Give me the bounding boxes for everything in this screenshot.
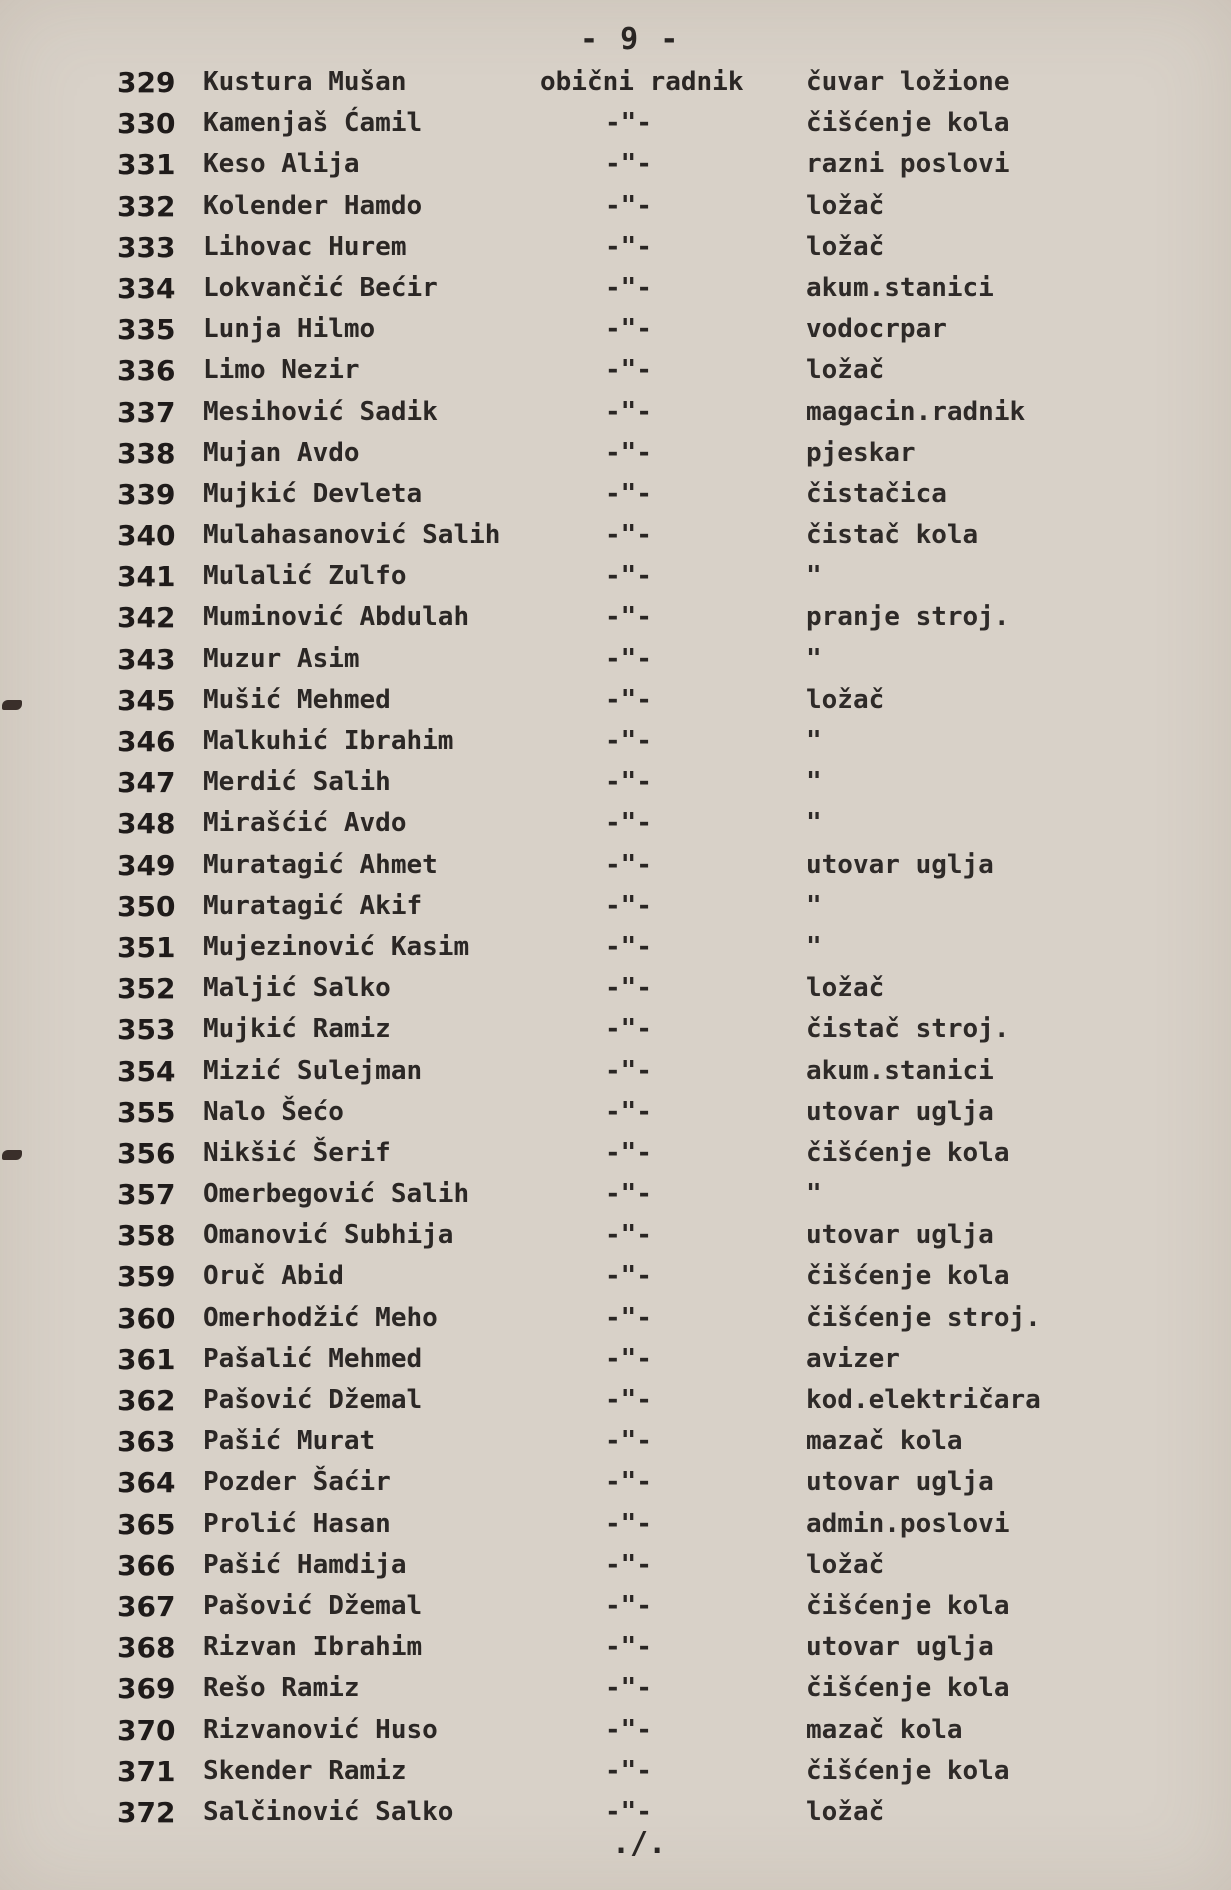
job-description: pjeskar xyxy=(806,437,916,468)
entry-number: 352 xyxy=(117,972,176,1006)
list-item xyxy=(0,1009,1231,1050)
list-item xyxy=(0,680,1231,721)
employee-name: Mušić Mehmed xyxy=(203,684,391,715)
list-item xyxy=(0,433,1231,474)
job-description: čišćenje stroj. xyxy=(806,1302,1041,1333)
job-description: ložač xyxy=(806,1796,885,1827)
entry-number: 356 xyxy=(117,1136,176,1170)
job-description: kod.električara xyxy=(806,1385,1041,1415)
list-item xyxy=(0,1380,1231,1421)
list-item xyxy=(0,1339,1231,1380)
entry-number: 346 xyxy=(117,725,176,758)
entry-number: 336 xyxy=(117,354,176,388)
employee-name: Merdić Salih xyxy=(203,767,391,798)
job-description: utovar uglja xyxy=(806,1096,994,1127)
job-description: mazač kola xyxy=(806,1426,963,1457)
job-category: -"- xyxy=(605,1508,652,1539)
job-description: čišćenje kola xyxy=(806,1673,1010,1704)
employee-name: Pašić Hamdija xyxy=(203,1549,407,1580)
list-item xyxy=(0,556,1231,597)
employee-name: Pašalić Mehmed xyxy=(203,1343,423,1374)
job-category: -"- xyxy=(605,520,652,551)
job-description: akum.stanici xyxy=(806,1055,994,1086)
entry-number: 353 xyxy=(117,1013,176,1047)
job-category: -"- xyxy=(605,1179,652,1210)
list-item xyxy=(0,1133,1231,1174)
job-description: " xyxy=(806,1179,822,1210)
job-description: čišćenje kola xyxy=(806,1590,1010,1621)
job-description: čuvar ložione xyxy=(806,67,1010,97)
job-category: -"- xyxy=(605,437,652,468)
entry-number: 369 xyxy=(117,1672,176,1706)
employee-name: Rizvanović Huso xyxy=(203,1714,438,1745)
job-category: -"- xyxy=(605,1755,652,1786)
job-category: -"- xyxy=(605,767,652,798)
job-category: -"- xyxy=(605,1385,652,1415)
employee-name: Rešo Ramiz xyxy=(203,1673,360,1704)
job-description: " xyxy=(806,643,822,674)
job-description: utovar uglja xyxy=(806,1220,994,1251)
entry-number: 364 xyxy=(117,1466,176,1500)
job-description: utovar uglja xyxy=(806,849,994,880)
employee-name: Malkuhić Ibrahim xyxy=(203,726,454,756)
job-description: " xyxy=(806,808,822,839)
employee-name: Prolić Hasan xyxy=(203,1508,391,1539)
list-item xyxy=(0,1051,1231,1092)
employee-name: Kamenjaš Ćamil xyxy=(203,108,423,139)
employee-name: Muminović Abdulah xyxy=(203,602,470,633)
employee-list xyxy=(0,62,1231,1833)
employee-name: Salčinović Salko xyxy=(203,1796,454,1827)
list-item xyxy=(0,968,1231,1009)
entry-number: 335 xyxy=(117,313,176,347)
list-item xyxy=(0,1174,1231,1215)
entry-number: 355 xyxy=(117,1095,176,1129)
employee-name: Pašović Džemal xyxy=(203,1385,423,1415)
employee-name: Skender Ramiz xyxy=(203,1755,407,1786)
job-category: -"- xyxy=(605,1632,652,1663)
job-category: -"- xyxy=(605,808,652,839)
entry-number: 342 xyxy=(117,601,176,635)
entry-number: 371 xyxy=(117,1754,176,1788)
job-category: -"- xyxy=(605,1673,652,1704)
job-category: -"- xyxy=(605,231,652,262)
employee-name: Nalo Šećo xyxy=(203,1096,344,1127)
job-category: obični radnik xyxy=(540,67,744,97)
entry-number: 331 xyxy=(117,148,176,182)
entry-number: 372 xyxy=(117,1795,176,1829)
employee-name: Lunja Hilmo xyxy=(203,314,376,345)
employee-name: Lokvančić Bećir xyxy=(203,272,438,303)
job-description: pranje stroj. xyxy=(806,602,1010,633)
entry-number: 349 xyxy=(117,848,176,882)
employee-name: Mesihović Sadik xyxy=(203,396,438,427)
job-description: ložač xyxy=(806,231,885,262)
employee-name: Mulahasanović Salih xyxy=(203,520,501,551)
job-description: ložač xyxy=(806,1549,885,1580)
entry-number: 357 xyxy=(117,1178,176,1212)
employee-name: Mujan Avdo xyxy=(203,437,360,468)
job-category: -"- xyxy=(605,602,652,633)
entry-number: 343 xyxy=(117,642,176,676)
employee-name: Omanović Subhija xyxy=(203,1220,454,1251)
employee-name: Muratagić Akif xyxy=(203,890,423,921)
job-description: čistačica xyxy=(806,478,947,509)
entry-number: 368 xyxy=(117,1631,176,1665)
employee-name: Limo Nezir xyxy=(203,355,360,386)
entry-number: 348 xyxy=(117,807,176,841)
job-description: " xyxy=(806,726,822,756)
employee-name: Mizić Sulejman xyxy=(203,1055,423,1086)
job-category: -"- xyxy=(605,1426,652,1457)
job-description: utovar uglja xyxy=(806,1467,994,1498)
entry-number: 332 xyxy=(117,189,176,223)
entry-number: 367 xyxy=(117,1589,176,1623)
entry-number: 339 xyxy=(117,477,176,511)
margin-ink-mark xyxy=(2,700,22,710)
continuation-mark: ./. xyxy=(612,1826,667,1861)
list-item xyxy=(0,227,1231,268)
job-description: čišćenje kola xyxy=(806,108,1010,139)
job-description: akum.stanici xyxy=(806,272,994,303)
list-item xyxy=(0,392,1231,433)
job-description: vodocrpar xyxy=(806,314,947,345)
job-category: -"- xyxy=(605,1137,652,1168)
entry-number: 333 xyxy=(117,230,176,264)
job-description: " xyxy=(806,561,822,592)
list-item xyxy=(0,1421,1231,1462)
job-description: utovar uglja xyxy=(806,1632,994,1663)
list-item xyxy=(0,1215,1231,1256)
entry-number: 363 xyxy=(117,1425,176,1459)
list-item xyxy=(0,186,1231,227)
job-description: " xyxy=(806,931,822,962)
job-category: -"- xyxy=(605,1467,652,1498)
job-category: -"- xyxy=(605,890,652,921)
job-category: -"- xyxy=(605,973,652,1004)
job-category: -"- xyxy=(605,1549,652,1580)
list-item xyxy=(0,515,1231,556)
list-item xyxy=(0,927,1231,968)
job-description: čišćenje kola xyxy=(806,1261,1010,1292)
list-item xyxy=(0,1586,1231,1627)
list-item xyxy=(0,639,1231,680)
job-description: admin.poslovi xyxy=(806,1508,1010,1539)
entry-number: 330 xyxy=(117,107,176,141)
entry-number: 329 xyxy=(117,66,176,99)
list-item xyxy=(0,1092,1231,1133)
job-category: -"- xyxy=(605,561,652,592)
job-category: -"- xyxy=(605,190,652,221)
list-item xyxy=(0,350,1231,391)
job-category: -"- xyxy=(605,1055,652,1086)
entry-number: 338 xyxy=(117,436,176,470)
job-category: -"- xyxy=(605,272,652,303)
job-description: ložač xyxy=(806,355,885,386)
list-item xyxy=(0,1710,1231,1751)
employee-name: Muratagić Ahmet xyxy=(203,849,438,880)
list-item xyxy=(0,1298,1231,1339)
employee-name: Mulalić Zulfo xyxy=(203,561,407,592)
list-item xyxy=(0,474,1231,515)
job-category: -"- xyxy=(605,684,652,715)
job-category: -"- xyxy=(605,849,652,880)
page-number: - 9 - xyxy=(580,22,681,57)
employee-name: Maljić Salko xyxy=(203,973,391,1004)
entry-number: 347 xyxy=(117,766,176,800)
entry-number: 366 xyxy=(117,1548,176,1582)
job-category: -"- xyxy=(605,643,652,674)
job-category: -"- xyxy=(605,1096,652,1127)
list-item xyxy=(0,62,1231,103)
entry-number: 358 xyxy=(117,1219,176,1253)
job-category: -"- xyxy=(605,1714,652,1745)
list-item xyxy=(0,1256,1231,1297)
entry-number: 362 xyxy=(117,1384,176,1417)
list-item xyxy=(0,762,1231,803)
job-description: " xyxy=(806,890,822,921)
list-item xyxy=(0,309,1231,350)
entry-number: 341 xyxy=(117,560,176,594)
employee-name: Mujezinović Kasim xyxy=(203,931,470,962)
entry-number: 340 xyxy=(117,519,176,553)
employee-name: Lihovac Hurem xyxy=(203,231,407,262)
entry-number: 365 xyxy=(117,1507,176,1541)
list-item xyxy=(0,845,1231,886)
employee-name: Pašić Murat xyxy=(203,1426,376,1457)
job-category: -"- xyxy=(605,478,652,509)
list-item xyxy=(0,1545,1231,1586)
margin-ink-mark xyxy=(2,1150,22,1160)
job-description: ložač xyxy=(806,973,885,1004)
job-description: mazač kola xyxy=(806,1714,963,1745)
employee-name: Omerhodžić Meho xyxy=(203,1302,438,1333)
job-category: -"- xyxy=(605,396,652,427)
list-item xyxy=(0,1668,1231,1709)
entry-number: 361 xyxy=(117,1342,176,1376)
entry-number: 345 xyxy=(117,683,176,717)
job-category: -"- xyxy=(605,1220,652,1251)
entry-number: 354 xyxy=(117,1054,176,1088)
employee-name: Mujkić Ramiz xyxy=(203,1014,391,1045)
job-description: avizer xyxy=(806,1343,900,1374)
job-category: -"- xyxy=(605,931,652,962)
employee-name: Oruč Abid xyxy=(203,1261,344,1292)
list-item xyxy=(0,1462,1231,1503)
job-category: -"- xyxy=(605,1014,652,1045)
entry-number: 351 xyxy=(117,930,176,964)
job-description: magacin.radnik xyxy=(806,396,1026,427)
job-description: čistač kola xyxy=(806,520,979,551)
list-item xyxy=(0,103,1231,144)
employee-name: Pašović Džemal xyxy=(203,1590,423,1621)
job-description: ložač xyxy=(806,190,885,221)
list-item xyxy=(0,144,1231,185)
employee-name: Kustura Mušan xyxy=(203,67,407,97)
list-item xyxy=(0,721,1231,762)
list-item xyxy=(0,803,1231,844)
list-item xyxy=(0,886,1231,927)
job-description: čišćenje kola xyxy=(806,1137,1010,1168)
job-description: razni poslovi xyxy=(806,149,1010,180)
job-description: čišćenje kola xyxy=(806,1755,1010,1786)
employee-name: Muzur Asim xyxy=(203,643,360,674)
list-item xyxy=(0,1504,1231,1545)
list-item xyxy=(0,1751,1231,1792)
employee-name: Mujkić Devleta xyxy=(203,478,423,509)
employee-name: Pozder Šaćir xyxy=(203,1467,391,1498)
list-item xyxy=(0,597,1231,638)
employee-name: Kolender Hamdo xyxy=(203,190,423,221)
job-category: -"- xyxy=(605,108,652,139)
job-category: -"- xyxy=(605,355,652,386)
job-category: -"- xyxy=(605,149,652,180)
employee-name: Mirašćić Avdo xyxy=(203,808,407,839)
job-category: -"- xyxy=(605,1343,652,1374)
job-description: " xyxy=(806,767,822,798)
entry-number: 360 xyxy=(117,1301,176,1335)
employee-name: Nikšić Šerif xyxy=(203,1137,391,1168)
job-category: -"- xyxy=(605,1796,652,1827)
employee-name: Keso Alija xyxy=(203,149,360,180)
entry-number: 337 xyxy=(117,395,176,429)
job-category: -"- xyxy=(605,1302,652,1333)
job-category: -"- xyxy=(605,1261,652,1292)
job-description: čistač stroj. xyxy=(806,1014,1010,1045)
entry-number: 370 xyxy=(117,1713,176,1747)
job-description: ložač xyxy=(806,684,885,715)
employee-name: Rizvan Ibrahim xyxy=(203,1632,423,1663)
list-item xyxy=(0,1627,1231,1668)
job-category: -"- xyxy=(605,726,652,756)
job-category: -"- xyxy=(605,1590,652,1621)
entry-number: 359 xyxy=(117,1260,176,1294)
entry-number: 334 xyxy=(117,271,176,305)
employee-name: Omerbegović Salih xyxy=(203,1179,470,1210)
job-category: -"- xyxy=(605,314,652,345)
list-item xyxy=(0,268,1231,309)
entry-number: 350 xyxy=(117,889,176,923)
